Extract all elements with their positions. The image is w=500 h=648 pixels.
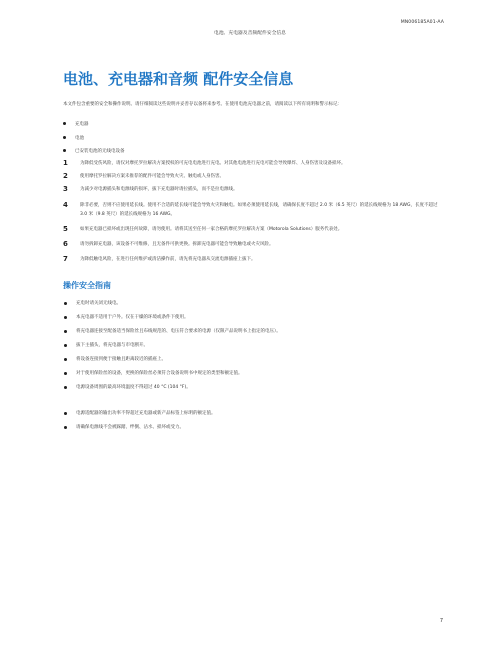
guideline-item xyxy=(63,424,383,431)
numbered-item xyxy=(63,160,443,169)
bullet-text: 已安装电池的无线电设备 xyxy=(75,149,125,154)
bullet-icon xyxy=(63,149,66,152)
page-number: 7 xyxy=(439,618,443,624)
guideline-item xyxy=(63,342,383,349)
item-number: 1 xyxy=(63,159,68,167)
item-number: 3 xyxy=(63,185,68,193)
guideline-item xyxy=(63,356,383,363)
bullet-icon xyxy=(64,316,67,319)
item-text: 除非必要，否则不应使用延长线。使用不合适的延长线可能会导致火灾和触电。如果必须使用延长线，请确保长度不超过 2.0 米（6.5 英尺）的延长线规格为 18 AWG，长度不超过 3.0 米（9.8 英尺）的延长线规格为 16 AWG。 xyxy=(80,203,438,217)
running-header: 电池、充电器及音频配件安全信息 xyxy=(214,31,286,36)
intro-paragraph: 本文件包含重要的安全和操作说明。请仔细阅读这些说明并妥善存以备将来参考。在使用电池充电器之前，请阅读以下所有说明和警示标记： xyxy=(63,102,342,107)
bullet-icon xyxy=(64,344,67,347)
item-text: 为减少对电源插头和电源线的损坏，拔下充电器时请拉插头，而不是拉电源线。 xyxy=(80,187,238,192)
item-text: 如果充电器已损坏或出现任何故障，请勿使用。请将其送至任何一家合格的摩托罗拉解决方案（Motorola Solutions）服务代表处。 xyxy=(80,227,343,232)
guideline-text: 将设备连接到便于接触且距离较近的插座上。 xyxy=(76,357,166,362)
bullet-icon xyxy=(64,426,67,429)
guideline-text: 请确保电源线不会被踩踏、绊倒、沾水、损坏或受力。 xyxy=(76,425,184,430)
bullet-icon xyxy=(64,330,67,333)
bullet-icon xyxy=(63,122,66,125)
document-id: MN006185A01-AA xyxy=(400,20,444,25)
item-text: 为降低受伤风险，请仅对摩托罗拉解决方案授权的可充电电池进行充电。对其他电池进行充电可能会导致爆炸、人身伤害及设备损坏。 xyxy=(80,161,346,166)
section-heading: 操作安全指南 xyxy=(63,281,111,290)
bullet-item xyxy=(63,148,125,155)
item-text: 使用摩托罗拉解决方案未推荐的配件可能会导致火灾、触电或人身伤害。 xyxy=(80,174,224,179)
guideline-item xyxy=(63,384,223,391)
item-text: 为降低触电风险，在进行任何维护或清洁操作前，请先将充电器从交流电源插座上拔下。 xyxy=(80,257,256,262)
bullet-icon xyxy=(63,136,66,139)
guideline-item xyxy=(63,370,383,377)
bullet-text: 充电器 xyxy=(75,122,89,127)
bullet-item xyxy=(63,121,89,128)
numbered-item xyxy=(63,202,443,219)
bullet-icon xyxy=(64,386,67,389)
guideline-text: 本充电器不适用于户外。仅在干燥的环境或条件下使用。 xyxy=(76,315,189,320)
bullet-icon xyxy=(64,358,67,361)
guideline-item xyxy=(63,328,383,335)
item-number: 2 xyxy=(63,172,68,180)
numbered-item xyxy=(63,186,443,195)
guideline-item xyxy=(63,314,383,321)
numbered-item xyxy=(63,226,443,235)
item-number: 7 xyxy=(63,255,68,263)
guideline-text: 电源适配器的输出功率不得超过充电器或新产品标签上标明的额定值。 xyxy=(76,411,216,416)
guideline-item xyxy=(63,410,383,417)
guideline-text: 对于使用保险丝的设备，更换的保险丝必须符合设备说明书中规定的类型和额定值。 xyxy=(76,371,243,376)
bullet-text: 电池 xyxy=(75,136,84,141)
item-text: 请勿拆卸充电器，该设备不可维修，且无备件可供更换。拆卸充电器可能会导致触电或火灾风险。 xyxy=(80,242,274,247)
item-number: 4 xyxy=(63,201,68,209)
guideline-text: 将充电器连接至配备适当保险丝且布线规范的、电压符合要求的电源（仅限产品说明书上指定的电压）。 xyxy=(76,329,281,334)
bullet-icon xyxy=(64,412,67,415)
bullet-icon xyxy=(64,302,67,305)
page-title: 电池、充电器和音频 配件安全信息 xyxy=(63,70,294,88)
guideline-text: 拔下主插头，将充电器与市电断开。 xyxy=(76,343,148,348)
numbered-item xyxy=(63,256,443,265)
numbered-item xyxy=(63,241,443,250)
item-number: 5 xyxy=(63,225,68,233)
guideline-item xyxy=(63,300,383,307)
guideline-text: 电源设备周围的最高环境温度不得超过 40 °C (104 °F)。 xyxy=(76,385,191,390)
bullet-icon xyxy=(64,372,67,375)
guideline-text: 充电时请关闭无线电。 xyxy=(76,301,121,306)
item-number: 6 xyxy=(63,240,68,248)
numbered-item xyxy=(63,173,443,182)
bullet-item xyxy=(63,135,84,142)
